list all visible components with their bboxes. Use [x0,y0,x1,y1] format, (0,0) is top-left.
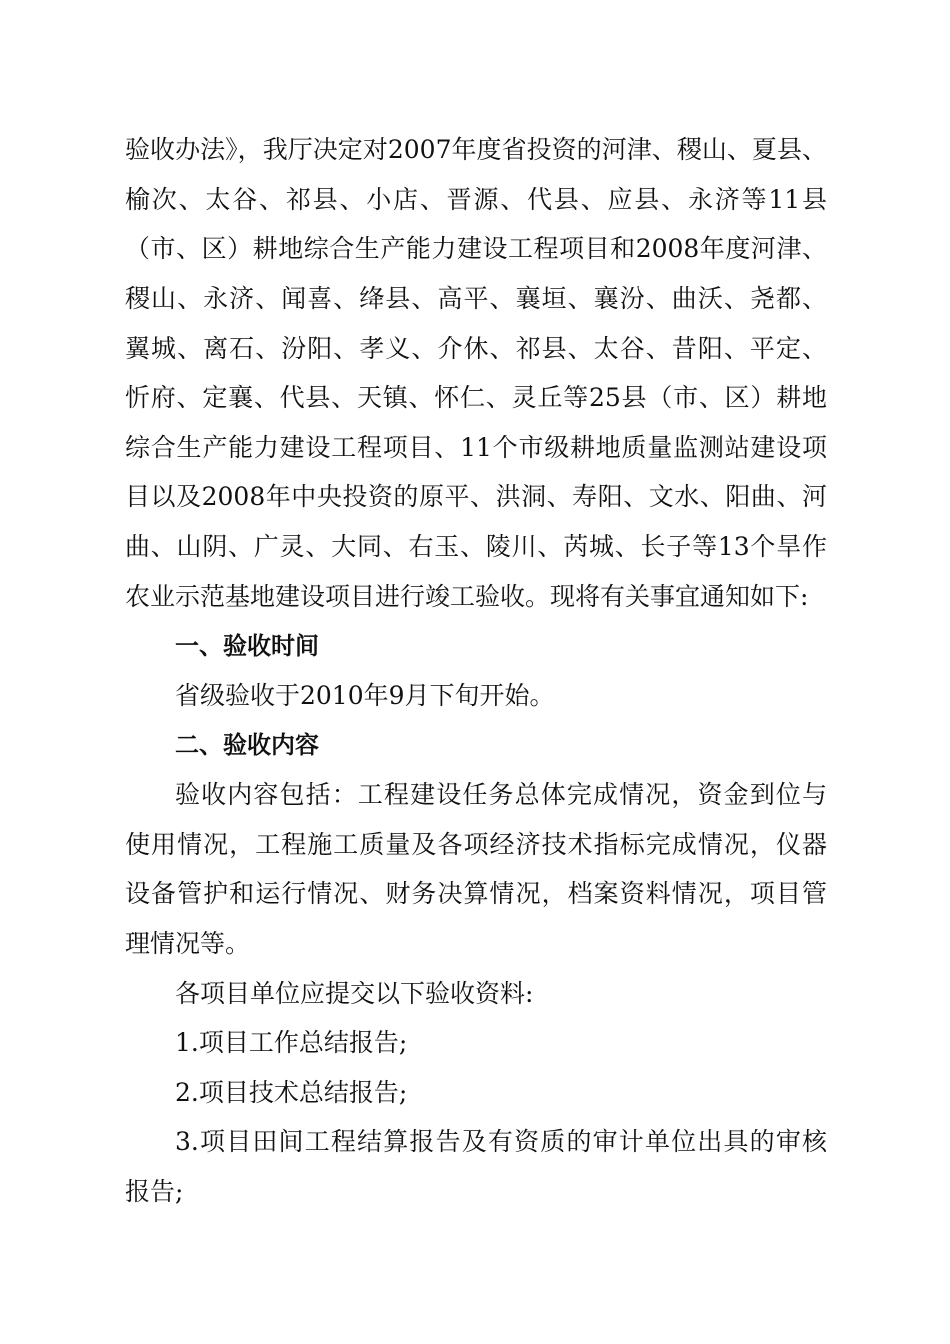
paragraph-line: 验收办法》，我厅决定对2007年度省投资的河津、稷山、夏县、 [125,135,827,164]
section-heading-content: 二、验收内容 [175,731,319,759]
section-heading-time: 一、验收时间 [175,632,319,660]
paragraph-line: 综合生产能力建设工程项目、11个市级耕地质量监测站建设项 [125,433,827,462]
paragraph-line: 翼城、离石、汾阳、孝义、介休、祁县、太谷、昔阳、平定、 [125,334,827,363]
paragraph-line: 使用情况，工程施工质量及各项经济技术指标完成情况，仪器 [125,830,827,859]
paragraph-line: 目以及2008年中央投资的原平、洪洞、寿阳、文水、阳曲、河 [125,482,827,511]
paragraph-line: 忻府、定襄、代县、天镇、怀仁、灵丘等25县（市、区）耕地 [125,383,827,412]
paragraph-line: 农业示范基地建设项目进行竣工验收。现将有关事宜通知如下: [125,582,809,611]
list-item-continuation: 报告; [125,1177,184,1206]
paragraph-line: （市、区）耕地综合生产能力建设工程项目和2008年度河津、 [125,234,827,263]
paragraph-line: 曲、山阴、广灵、大同、右玉、陵川、芮城、长子等13个旱作 [125,532,827,561]
list-item: 1.项目工作总结报告; [175,1028,408,1057]
list-item: 3.项目田间工程结算报告及有资质的审计单位出具的审核 [175,1127,827,1156]
paragraph-line: 稷山、永济、闻喜、绛县、高平、襄垣、襄汾、曲沃、尧都、 [125,284,827,313]
paragraph-line: 榆次、太谷、祁县、小店、晋源、代县、应县、永济等11县 [125,185,827,214]
paragraph-line: 设备管护和运行情况、财务决算情况，档案资料情况，项目管 [125,879,827,908]
paragraph-line: 理情况等。 [125,929,251,958]
list-item: 2.项目技术总结报告; [175,1078,408,1107]
paragraph-line: 验收内容包括：工程建设任务总体完成情况，资金到位与 [175,780,827,809]
paragraph-line: 省级验收于2010年9月下旬开始。 [175,681,555,710]
paragraph-line: 各项目单位应提交以下验收资料: [175,979,534,1008]
